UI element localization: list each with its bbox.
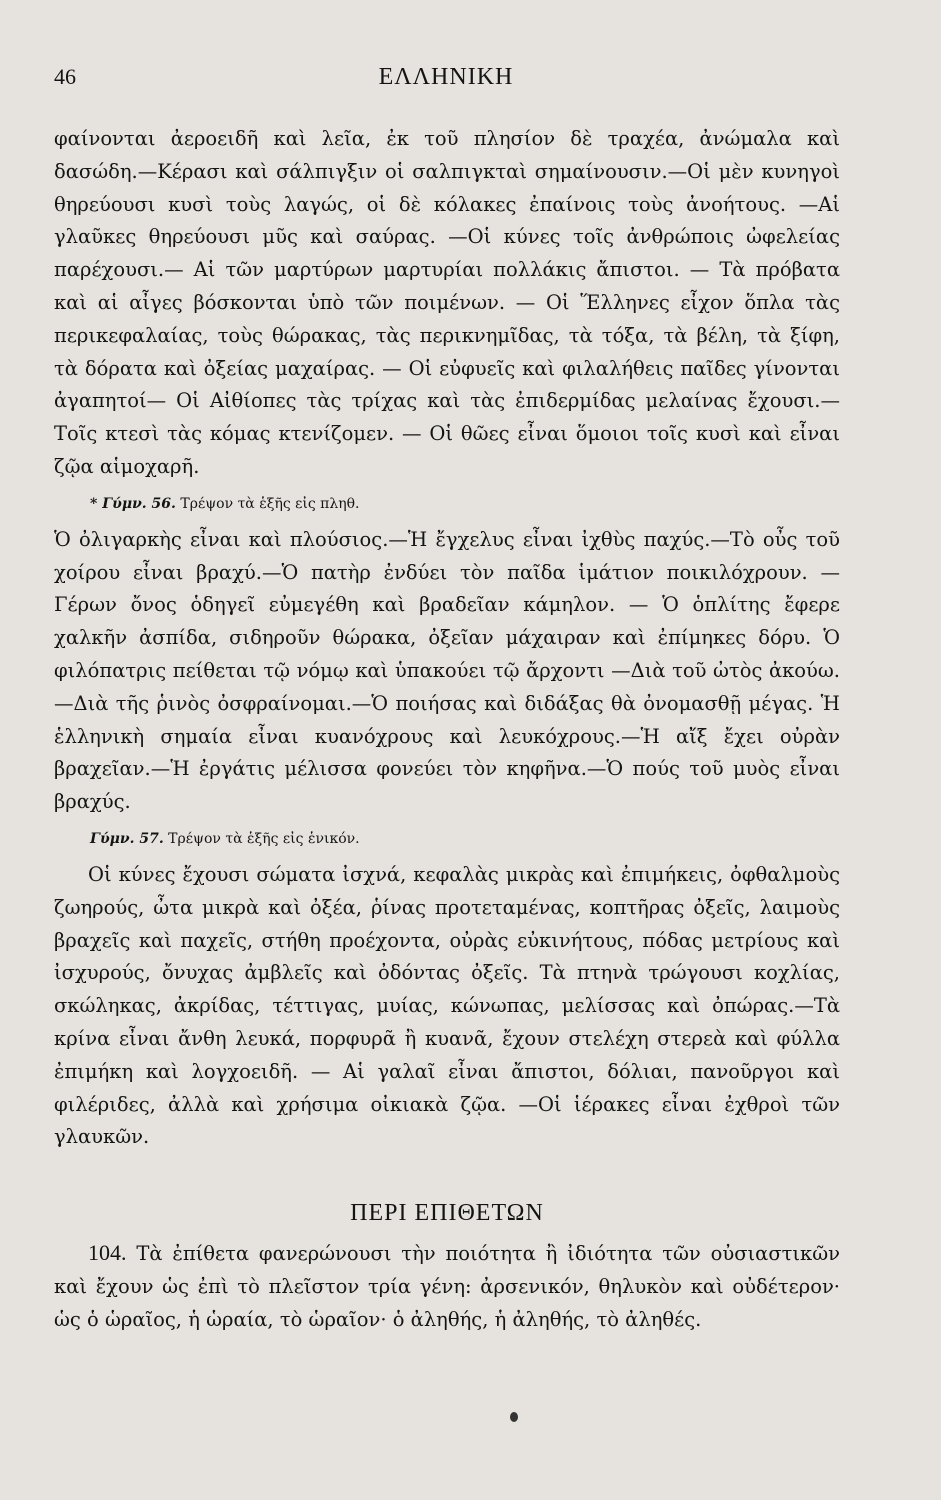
exercise-57-instruction: Τρέψον τὰ ἑξῆς εἰς ἑνικόν.: [168, 830, 360, 847]
paragraph-104-number: 104.: [88, 1240, 127, 1266]
paragraph-3: Οἱ κύνες ἔχουσι σώματα ἰσχνά, κεφαλὰς μικρὰς καὶ ἐπιμήκεις, ὀφθαλμοὺς ζωηρούς, ὦτα μικρὰ καὶ ὀξέα, ῥίνας προτεταμένας, κοπτῆρας ὀξεῖς, λαιμοὺς βραχεῖς καὶ παχεῖς, στήθη προέχοντα, οὐρὰς εὐκινήτους, πόδας μετρίους καὶ ἰσχυρούς, ὄνυχας ἀμβλεῖς καὶ ὀδόντας ὀξεῖς. Τὰ πτηνὰ τρώγουσι κοχλίας, σκώληκας, ἀκρίδας, τέττιγας, μυίας, κώνωπας, μελίσσας καὶ ὀπώρας.—Τὰ κρίνα εἶναι ἄνθη λευκά, πορφυρᾶ ἢ κυανᾶ, ἔχουν στελέχη στερεὰ καὶ φύλλα ἐπιμήκη καὶ λογχοειδῆ. — Αἱ γαλαῖ εἶναι ἄπιστοι, δόλιαι, πανοῦργοι καὶ φιλέριδες, ἀλλὰ καὶ χρήσιμα οἰκιακὰ ζῷα. —Οἱ ἱέρακες εἶναι ἐχθροὶ τῶν γλαυκῶν.: [54, 862, 840, 1149]
paragraph-1: φαίνονται ἀεροειδῆ καὶ λεῖα, ἐκ τοῦ πλησίον δὲ τραχέα, ἀνώμαλα καὶ δασώδη.—Κέρασι καὶ σάλπιγξιν οἱ σαλπιγκταὶ σημαίνουσιν.—Οἱ μὲν κυνηγοὶ θηρεύουσι κυσὶ τοὺς λαγώς, οἱ δὲ κόλακες ἐπαίνοις τοὺς ἀνοήτους. —Αἱ γλαῦκες θηρεύουσι μῦς καὶ σαύρας. —Οἱ κύνες τοῖς ἀνθρώποις ὠφελείας παρέχουσι.— Αἱ τῶν μαρτύρων μαρτυρίαι πολλάκις ἄπιστοι. — Τὰ πρόβατα καὶ αἱ αἶγες βόσκονται ὑπὸ τῶν ποιμένων. — Οἱ Ἕλληνες εἶχον ὅπλα τὰς περικεφαλαίας, τοὺς θώρακας, τὰς περικνημῖδας, τὰ τόξα, τὰ βέλη, τὰ ξίφη, τὰ δόρατα καὶ ὀξείας μαχαίρας. — Οἱ εὐφυεῖς καὶ φιλαλήθεις παῖδες γίνονται ἀγαπητοί— Οἱ Αἰθίοπες τὰς τρίχας καὶ τὰς ἐπιδερμίδας μελαίνας ἔχουσι.—Τοῖς κτεσὶ τὰς κόμας κτενίζομεν. — Οἱ θῶες εἶναι ὅμοιοι τοῖς κυσὶ καὶ εἶναι ζῷα αἱμοχαρῆ.: [54, 127, 840, 478]
paragraph-104: [54, 1237, 840, 1336]
exercise-57: [90, 825, 840, 853]
paragraph-104-text: Τὰ ἐπίθετα φανερώνουσι τὴν ποιότητα ἢ ἰδιότητα τῶν οὐσιαστικῶν καὶ ἔχουν ὡς ἐπὶ τὸ πλεῖστον τρία γένη: ἀρσενικόν, θηλυκὸν καὶ οὐδέτερον· ὡς ὁ ὡραῖος, ἡ ὡραία, τὸ ὡραῖον· ὁ ἀληθής, ἡ ἀληθής, τὸ ἀληθές.: [54, 1242, 841, 1331]
paragraph-2: Ὁ ὀλιγαρκὴς εἶναι καὶ πλούσιος.—Ἡ ἔγχελυς εἶναι ἰχθὺς παχύς.—Τὸ οὖς τοῦ χοίρου εἶναι βραχύ.—Ὁ πατὴρ ἐνδύει τὸν παῖδα ἱμάτιον ποικιλόχρουν. — Γέρων ὄνος ὁδηγεῖ εὐμεγέθη καὶ βραδεῖαν κάμηλον. — Ὁ ὁπλίτης ἔφερε χαλκῆν ἀσπίδα, σιδηροῦν θώρακα, ὀξεῖαν μάχαιραν καὶ ἐπίμηκες δόρυ. Ὁ φιλόπατρις πείθεται τῷ νόμῳ καὶ ὑπακούει τῷ ἄρχοντι —Διὰ τοῦ ὠτὸς ἀκούω.—Διὰ τῆς ῥινὸς ὀσφραίνομαι.—Ὁ ποιήσας καὶ διδάξας θὰ ὀνομασθῇ μέγας. Ἡ ἑλληνικὴ σημαία εἶναι κυανόχρους καὶ λευκόχρους.—Ἡ αἴξ ἔχει οὐρὰν βραχεῖαν.—Ἡ ἐργάτις μέλισσα φονεύει τὸν κηφῆνα.—Ὁ πούς τοῦ μυὸς εἶναι βραχύς.: [54, 527, 840, 814]
exercise-57-number: Γύμν. 57.: [90, 830, 164, 847]
page-body: [54, 123, 840, 1337]
running-head: ΕΛΛΗΝΙΚΗ: [378, 64, 514, 90]
exercise-56-instruction: Τρέψον τὰ ἑξῆς εἰς πληθ.: [180, 495, 360, 512]
page-number: 46: [54, 64, 76, 89]
exercise-56: [90, 490, 840, 518]
page-header: [54, 64, 838, 104]
section-title: ΠΕΡΙ ΕΠΙΘΕΤΩΝ: [350, 1200, 544, 1227]
ink-dot: [510, 1412, 518, 1422]
exercise-56-number: * Γύμν. 56.: [90, 495, 176, 512]
